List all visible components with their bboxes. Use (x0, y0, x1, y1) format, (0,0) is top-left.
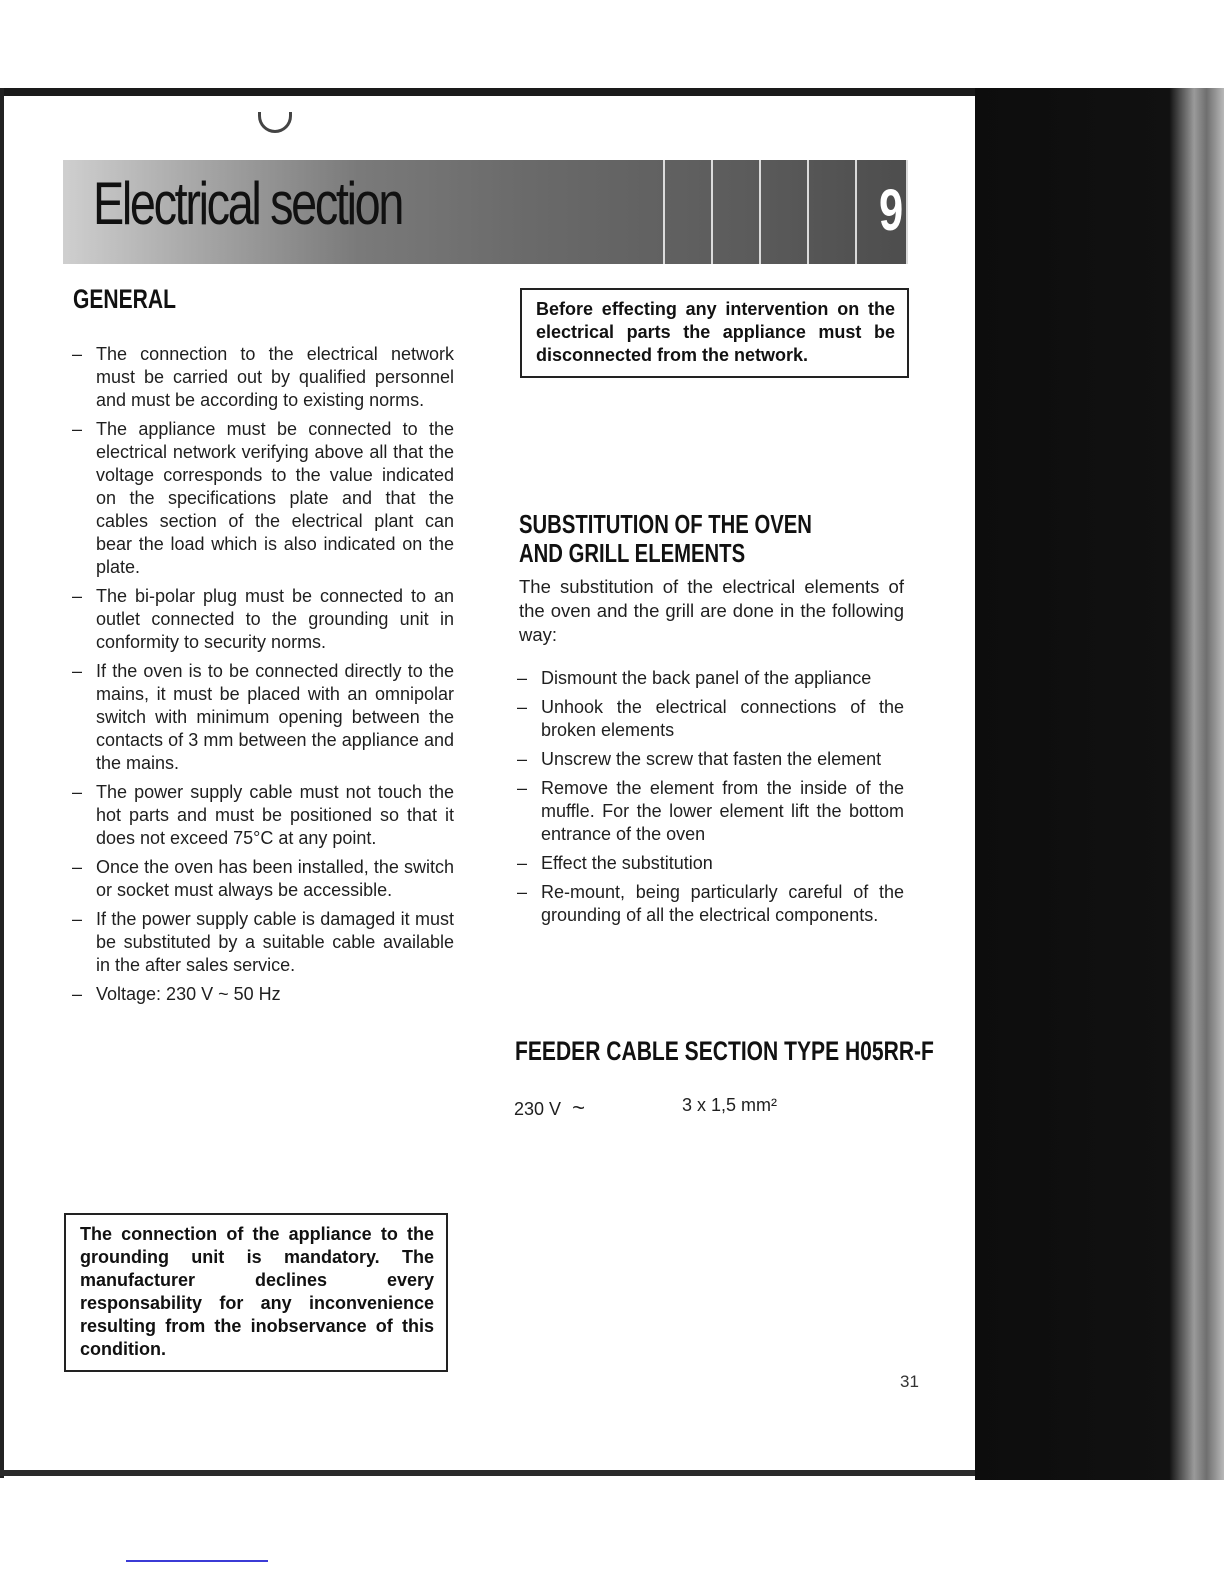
ac-symbol-icon: ~ (572, 1095, 585, 1120)
disconnect-notice-text: Before effecting any intervention on the electrical parts the appliance must be disconnected from the network. (536, 299, 895, 365)
scan-dark-margin (975, 88, 1224, 1480)
section-title: Electrical section (93, 170, 403, 237)
substitution-steps (515, 667, 904, 933)
list-item: – If the power supply cable is damaged it must be substituted by a suitable cable available in the after sales service. (72, 909, 454, 975)
list-item: – The appliance must be connected to the electrical network verifying above all that the voltage corresponds to the value indicated on the specifications plate and that the cables section of the electrical plant can bear the load which is also indicated on the plate. (72, 419, 454, 577)
list-item: – Remove the element from the inside of the muffle. For the lower element lift the bottom entrance of the oven (517, 778, 904, 844)
substitution-intro: The substitution of the electrical elements of the oven and the grill are done in the following way: (519, 576, 904, 645)
voltage-value: 230 V (514, 1099, 562, 1119)
chapter-number: 9 (879, 178, 904, 243)
page-number: 31 (900, 1372, 919, 1391)
list-item: – Effect the substitution (517, 853, 713, 873)
grounding-notice-text: The connection of the appliance to the grounding unit is mandatory. The manufacturer declines every responsability for any inconvenience resulting from the inobservance of this condition. (80, 1224, 434, 1359)
grounding-notice-box (64, 1213, 448, 1372)
disconnect-notice-box (520, 288, 909, 378)
substitution-heading (519, 510, 812, 568)
feeder-section-value: 3 x 1,5 mm² (682, 1095, 778, 1115)
substitution-heading-line2: AND GRILL ELEMENTS (519, 538, 746, 569)
bottom-blue-line (126, 1560, 268, 1562)
list-item: – The connection to the electrical network must be carried out by qualified personnel and must be according to existing norms. (72, 344, 454, 410)
general-list (70, 343, 454, 1012)
list-item: – The power supply cable must not touch the hot parts and must be positioned so that it does not exceed 75°C at any point. (72, 782, 454, 848)
substitution-heading-line1: SUBSTITUTION OF THE OVEN (519, 509, 812, 539)
list-item: – Unscrew the screw that fasten the element (517, 749, 882, 769)
general-heading: GENERAL (73, 284, 176, 314)
feeder-heading: FEEDER CABLE SECTION TYPE H05RR-F (515, 1036, 934, 1066)
list-item: – Once the oven has been installed, the switch or socket must always be accessible. (72, 857, 454, 900)
binding-mark-icon (258, 112, 292, 133)
left-page-edge (0, 88, 4, 1478)
list-item: – If the oven is to be connected directly to the mains, it must be placed with an omnipolar switch with minimum opening between the contacts of 3 mm between the appliance and the mains. (72, 661, 454, 773)
bottom-rule (0, 1470, 975, 1476)
section-banner (63, 160, 908, 264)
list-item: – Dismount the back panel of the appliance (517, 668, 872, 688)
banner-stripes (663, 160, 908, 264)
list-item: – The bi-polar plug must be connected to an outlet connected to the grounding unit in conformity to security norms. (72, 586, 454, 652)
feeder-voltage (514, 1095, 585, 1121)
list-item: – Re-mount, being particularly careful of the grounding of all the electrical components. (517, 882, 904, 925)
list-item: – Voltage: 230 V ~ 50 Hz (72, 984, 281, 1004)
list-item: – Unhook the electrical connections of the broken elements (517, 697, 904, 740)
